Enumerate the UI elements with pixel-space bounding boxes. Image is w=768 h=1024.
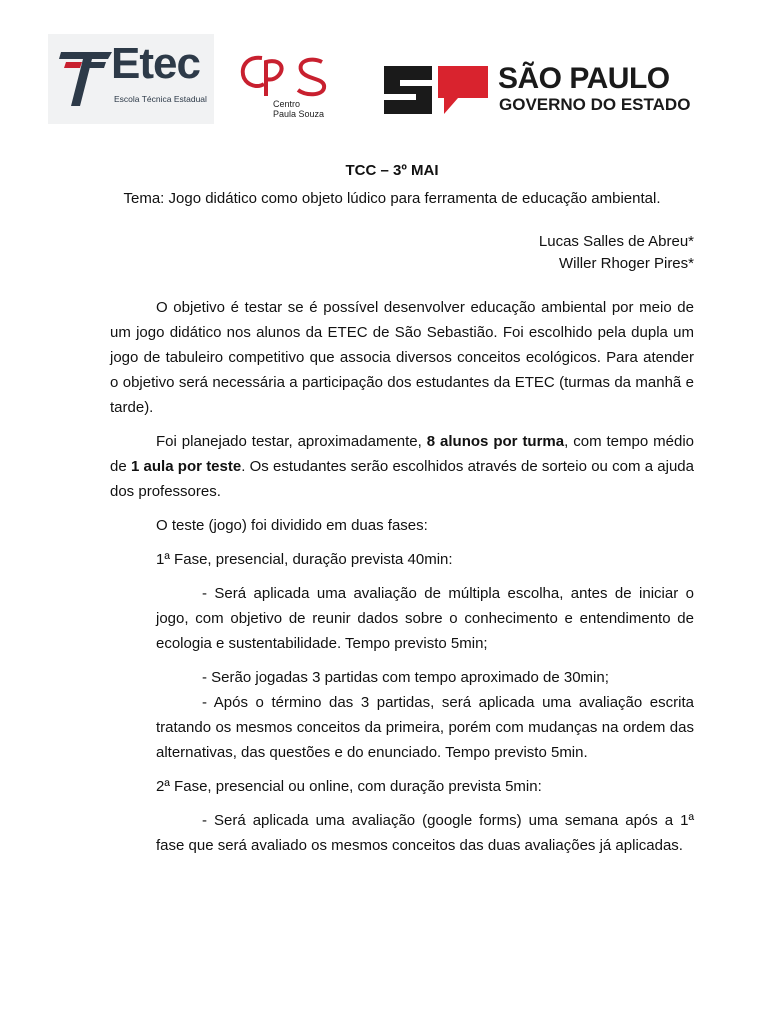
- cps-line2: Paula Souza: [273, 109, 325, 119]
- sp-government-logo: [382, 60, 712, 120]
- cps-logo: [236, 52, 336, 124]
- planning-text-a: Foi planejado testar, aproximadamente,: [156, 433, 427, 450]
- theme-line: Tema: Jogo didático como objeto lúdico para ferramenta de educação ambiental.: [123, 190, 661, 207]
- author-1: Lucas Salles de Abreu*: [538, 233, 694, 250]
- planning-text-e: . Os estudantes serão escolhidos através de sorteio ou com a ajuda dos professores.: [110, 458, 694, 500]
- planning-text-c: , com tempo médio de: [110, 433, 695, 475]
- phase-1-item-2: - Serão jogadas 3 partidas com tempo aproximado de 30min;: [202, 669, 609, 686]
- page-title: TCC – 3º MAI: [345, 162, 439, 179]
- document-body: [110, 158, 694, 858]
- etec-wordmark: Etec: [111, 39, 200, 88]
- phase-1-item-3: - Após o término das 3 partidas, será aplicada uma avaliação escrita tratando os mesmos conceitos da primeira, porém com mudanças na ordem das alternativas, das questões e do enunciado. Tempo previsto 5min.: [156, 694, 694, 761]
- sp-mark: [382, 62, 494, 118]
- paragraph-phases: O teste (jogo) foi dividido em duas fases:: [156, 517, 428, 534]
- planning-duration: 1 aula por teste: [130, 458, 242, 475]
- author-2: Willer Rhoger Pires*: [558, 255, 694, 272]
- etec-t-mark: [58, 50, 114, 108]
- paragraph-planning: [110, 429, 694, 504]
- etec-logo: [48, 34, 214, 124]
- sp-subtitle: GOVERNO DO ESTADO: [499, 95, 691, 114]
- etec-subtitle: Escola Técnica Estadual: [114, 94, 207, 104]
- phase-2-heading: 2ª Fase, presencial ou online, com duração prevista 5min:: [156, 778, 542, 795]
- header-logos: [0, 0, 768, 140]
- phase-2-item-1: - Será aplicada uma avaliação (google forms) uma semana após a 1ª fase que será avaliado os mesmos conceitos das duas avaliações já aplicadas.: [156, 812, 694, 854]
- authors: [110, 231, 694, 275]
- paragraph-objective: O objetivo é testar se é possível desenvolver educação ambiental por meio de um jogo didático nos alunos da ETEC de São Sebastião. Foi escolhido pela dupla um jogo de tabuleiro competitivo que associa diversos conceitos ecológicos. Para atender o objetivo será necessária a participação dos estudantes da ETEC (turmas da manhã e tarde).: [110, 299, 694, 416]
- planning-students: 8 alunos por turma: [426, 433, 565, 450]
- cps-line1: Centro: [273, 99, 301, 109]
- phase-1-heading: 1ª Fase, presencial, duração prevista 40min:: [156, 551, 453, 568]
- cps-mark: [236, 52, 336, 102]
- sp-title: SÃO PAULO: [498, 62, 670, 95]
- phase-1-item-1: - Será aplicada uma avaliação de múltipla escolha, antes de iniciar o jogo, com objetivo de reunir dados sobre o conhecimento e entendimento de ecologia e sustentabilidade. Tempo previsto 5min;: [156, 585, 694, 652]
